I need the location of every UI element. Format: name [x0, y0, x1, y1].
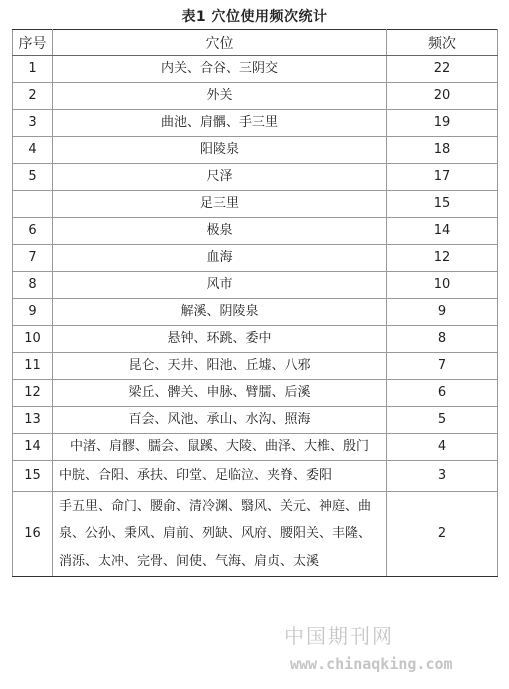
- row-seq: 9: [13, 299, 53, 326]
- table-row: [13, 218, 498, 245]
- table-row: [13, 461, 498, 492]
- row-points: 极泉: [53, 218, 387, 245]
- row-seq: [13, 191, 53, 218]
- row-seq: 13: [13, 407, 53, 434]
- row-points: 梁丘、髀关、申脉、臂臑、后溪: [53, 380, 387, 407]
- row-count: 14: [387, 218, 498, 245]
- row-seq: 10: [13, 326, 53, 353]
- row-points: 风市: [53, 272, 387, 299]
- row-count: 18: [387, 137, 498, 164]
- watermark-url: www.chinaqking.com: [290, 655, 453, 673]
- header-row: [13, 30, 498, 56]
- acupoint-frequency-table: [12, 29, 498, 577]
- row-count: 6: [387, 380, 498, 407]
- row-seq: 2: [13, 83, 53, 110]
- row-points: 中渚、肩髎、臑会、鼠蹊、大陵、曲泽、大椎、殷门: [53, 434, 387, 461]
- table-row: [13, 245, 498, 272]
- row-points: 足三里: [53, 191, 387, 218]
- table-row: [13, 110, 498, 137]
- row-count: 3: [387, 461, 498, 492]
- table-caption: 表1 穴位使用频次统计: [181, 9, 328, 25]
- table-row: [13, 164, 498, 191]
- table-row: [13, 380, 498, 407]
- row-seq: 16: [13, 491, 53, 577]
- row-count: 7: [387, 353, 498, 380]
- row-count: 20: [387, 83, 498, 110]
- row-points: 阳陵泉: [53, 137, 387, 164]
- row-seq: 11: [13, 353, 53, 380]
- table-row: [13, 272, 498, 299]
- row-points: 曲池、肩髃、手三里: [53, 110, 387, 137]
- row-count: 22: [387, 56, 498, 83]
- row-points: 中脘、合阳、承扶、印堂、足临泣、夹脊、委阳: [53, 461, 387, 492]
- row-count: 5: [387, 407, 498, 434]
- table-row: [13, 353, 498, 380]
- row-count: 15: [387, 191, 498, 218]
- row-seq: 15: [13, 461, 53, 492]
- watermark-cn: 中国期刊网: [284, 624, 394, 648]
- table-row: [13, 434, 498, 461]
- row-count: 9: [387, 299, 498, 326]
- row-points: 血海: [53, 245, 387, 272]
- row-points: 尺泽: [53, 164, 387, 191]
- row-points: 外关: [53, 83, 387, 110]
- row-count: 17: [387, 164, 498, 191]
- table-row: [13, 56, 498, 83]
- row-points: 悬钟、环跳、委中: [53, 326, 387, 353]
- row-points: 内关、合谷、三阴交: [53, 56, 387, 83]
- header-points: 穴位: [53, 30, 387, 56]
- row-seq: 1: [13, 56, 53, 83]
- table-row: [13, 137, 498, 164]
- row-seq: 6: [13, 218, 53, 245]
- table-row: [13, 83, 498, 110]
- row-points: 手五里、命门、腰俞、清冷渊、翳风、关元、神庭、曲泉、公孙、秉风、肩前、列缺、风府、腰阳关、丰隆、消泺、太冲、完骨、间使、气海、肩贞、太溪: [53, 491, 387, 577]
- table-row: [13, 407, 498, 434]
- table-row: [13, 299, 498, 326]
- table-row: [13, 191, 498, 218]
- row-count: 19: [387, 110, 498, 137]
- row-count: 4: [387, 434, 498, 461]
- row-count: 8: [387, 326, 498, 353]
- row-seq: 5: [13, 164, 53, 191]
- row-seq: 14: [13, 434, 53, 461]
- row-count: 12: [387, 245, 498, 272]
- row-seq: 7: [13, 245, 53, 272]
- header-seq: 序号: [13, 30, 53, 56]
- row-seq: 12: [13, 380, 53, 407]
- row-seq: 8: [13, 272, 53, 299]
- row-seq: 3: [13, 110, 53, 137]
- row-seq: 4: [13, 137, 53, 164]
- row-count: 10: [387, 272, 498, 299]
- row-points: 昆仑、天井、阳池、丘墟、八邪: [53, 353, 387, 380]
- table-row: [13, 491, 498, 577]
- header-count: 频次: [387, 30, 498, 56]
- row-count: 2: [387, 491, 498, 577]
- table-row: [13, 326, 498, 353]
- row-points: 解溪、阴陵泉: [53, 299, 387, 326]
- row-points: 百会、风池、承山、水沟、照海: [53, 407, 387, 434]
